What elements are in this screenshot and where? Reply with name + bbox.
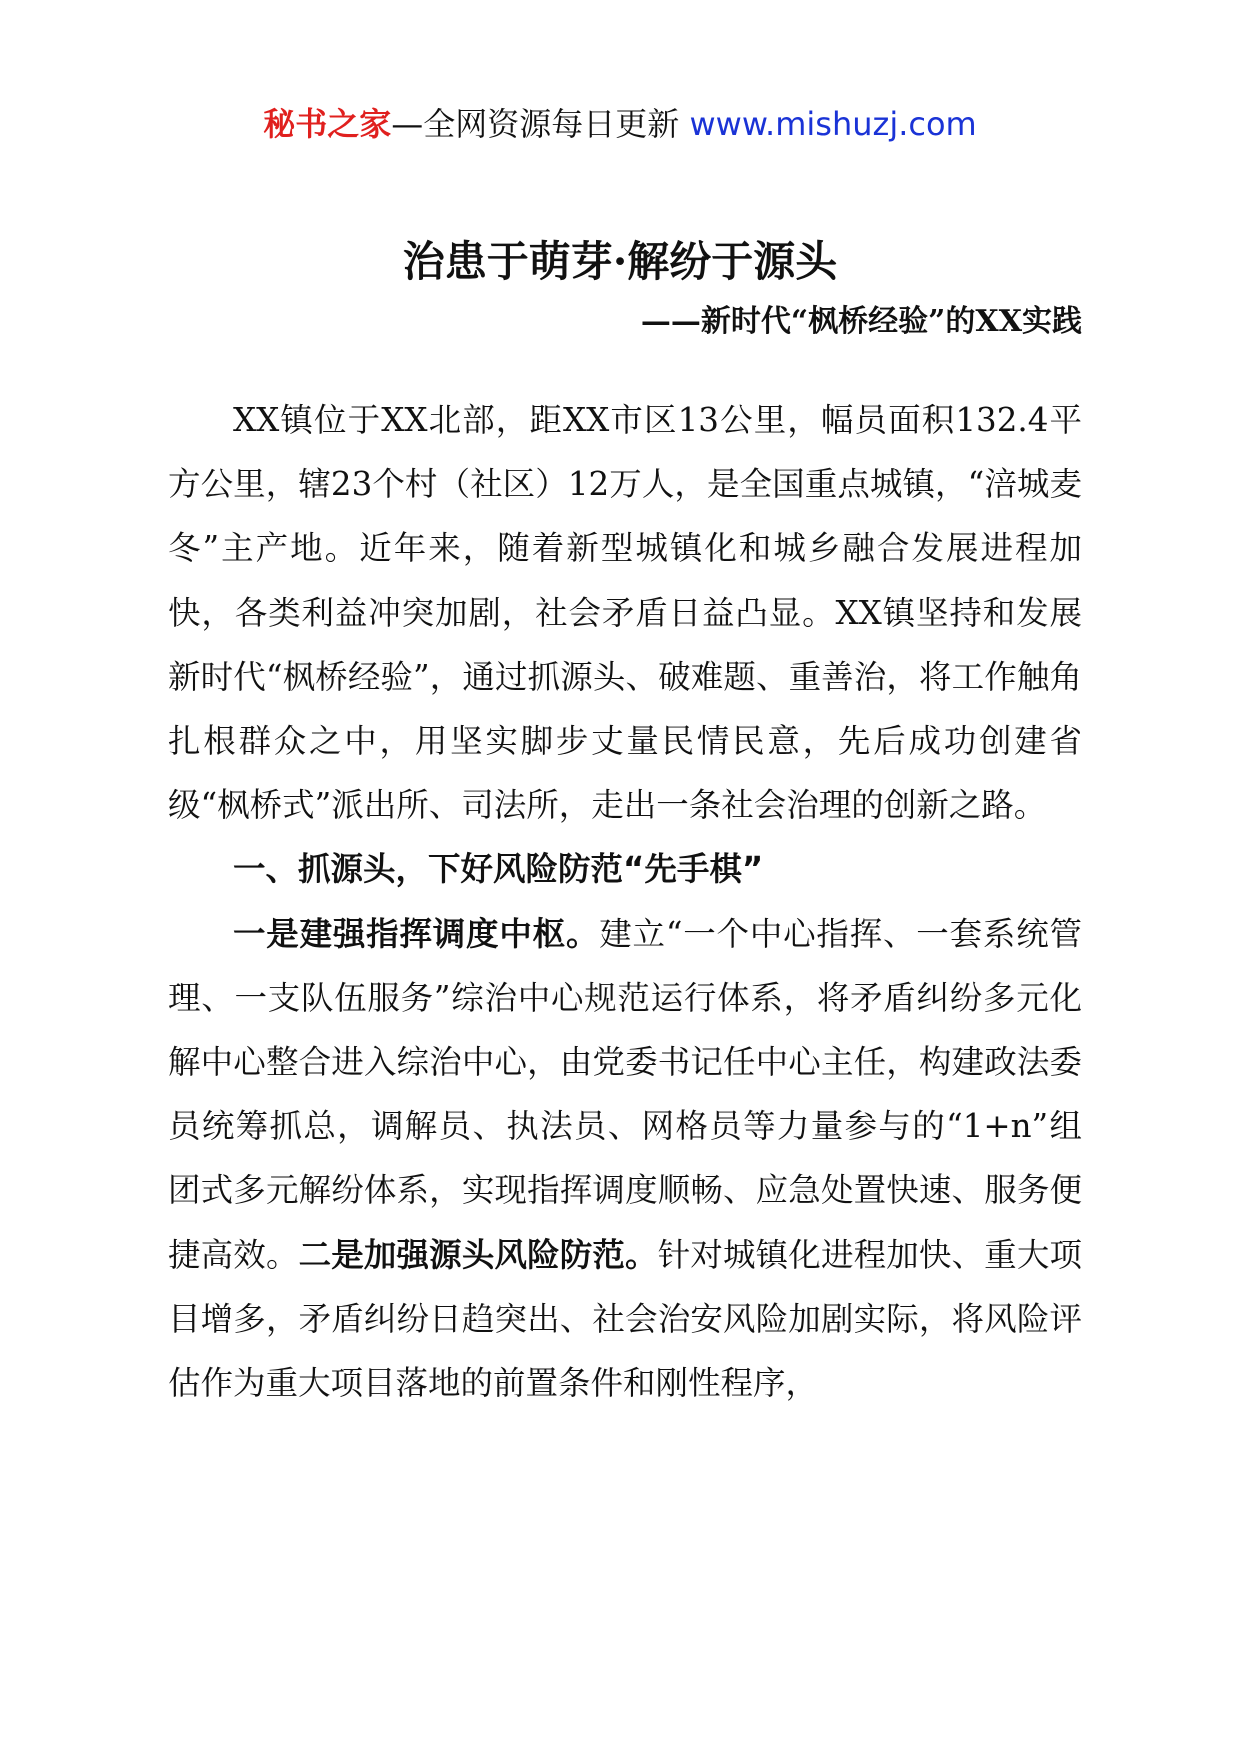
website-link[interactable]: www.mishuzj.com: [689, 105, 977, 143]
point-lead: 一是建强指挥调度中枢。: [233, 914, 600, 953]
header-banner: [0, 96, 1240, 152]
point-text: 针对城镇化进程加快、重大项目增多，矛盾纠纷日趋突出、社会治安风险加剧实际，将风险评估作为重大项目落地的前置条件和刚性程序，: [168, 1235, 1082, 1403]
section-paragraph: [168, 902, 1082, 1416]
intro-paragraph: XX镇位于XX北部，距XX市区13公里，幅员面积132.4平方公里，辖23个村（社区）12万人，是全国重点城镇，“涪城麦冬”主产地。近年来，随着新型城镇化和城乡融合发展进程加快，各类利益冲突加剧，社会矛盾日益凸显。XX镇坚持和发展新时代“枫桥经验”，通过抓源头、破难题、重善治，将工作触角扎根群众之中，用坚实脚步丈量民情民意，先后成功创建省级“枫桥式”派出所、司法所，走出一条社会治理的创新之路。: [168, 401, 1082, 825]
section-heading: 一、抓源头，下好风险防范“先手棋”: [233, 850, 764, 889]
point-text: 建立“一个中心指挥、一套系统管理、一支队伍服务”综治中心规范运行体系，将矛盾纠纷多元化解中心整合进入综治中心，由党委书记任中心主任，构建政法委员统筹抓总，调解员、执法员、网格员等力量参与的“1+n”组团式多元解纷体系，实现指挥调度顺畅、应急处置快速、服务便捷高效。: [168, 914, 1082, 1274]
point-lead: 二是加强源头风险防范。: [298, 1235, 658, 1274]
banner-slogan: —全网资源每日更新: [391, 105, 680, 143]
document-title: 治患于萌芽·解纷于源头: [402, 237, 838, 286]
document-subtitle: ——新时代“枫桥经验”的XX实践: [640, 304, 1082, 339]
brand-name: 秘书之家: [263, 105, 392, 143]
document-body: [168, 388, 1082, 1415]
